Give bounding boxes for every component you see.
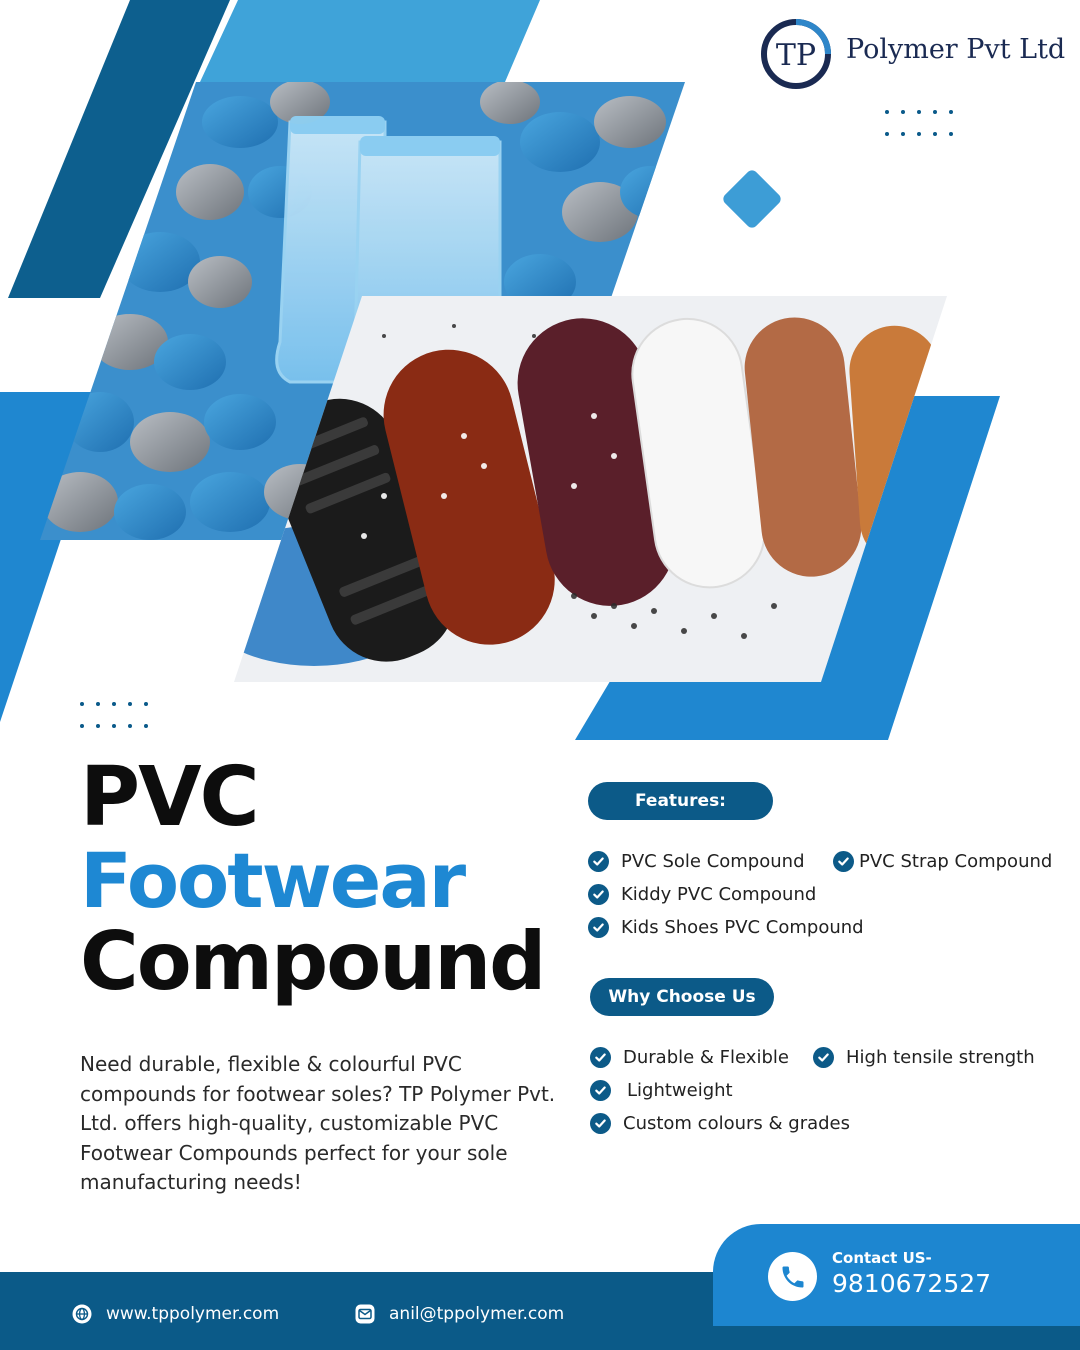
check-circle-icon: [588, 851, 609, 872]
email-link[interactable]: [355, 1304, 564, 1324]
dot-grid-top-right: [885, 110, 953, 136]
benefit-label: Durable & Flexible: [623, 1047, 789, 1068]
feature-label: PVC Strap Compound: [859, 851, 1053, 872]
why-choose-us-pill: Why Choose Us: [590, 978, 774, 1016]
description: Need durable, flexible & colourful PVC compounds for footwear soles? TP Polymer Pvt. Ltd. offers high-quality, customizable PVC Footwear Compounds perfect for your sole manufacturing needs!: [80, 1052, 556, 1194]
benefit-label: High tensile strength: [846, 1047, 1035, 1068]
feature-item: [588, 851, 805, 872]
light-blue-slant-top: [200, 0, 540, 82]
website-link[interactable]: [72, 1304, 279, 1324]
benefit-label: Custom colours & grades: [623, 1113, 851, 1134]
company-logo: [760, 18, 832, 90]
company-name: Polymer Pvt Ltd: [846, 34, 1066, 65]
feature-label: PVC Sole Compound: [621, 851, 805, 872]
mail-icon: [355, 1304, 375, 1324]
feature-item: [588, 884, 816, 905]
feature-item: [833, 851, 1052, 872]
headline-line-2: Footwear: [80, 836, 465, 926]
logo-initials: TP: [775, 38, 817, 73]
check-circle-icon: [833, 851, 854, 872]
globe-icon: [72, 1304, 92, 1324]
benefit-item: [590, 1113, 850, 1134]
dot-grid-left: [80, 702, 148, 728]
benefit-item: [813, 1047, 1035, 1068]
headline: [80, 750, 545, 1008]
check-circle-icon: [588, 917, 609, 938]
check-circle-icon: [590, 1047, 611, 1068]
contact-label: Contact US-: [832, 1249, 932, 1267]
diamond-shape: [721, 168, 783, 230]
features-pill: Features:: [588, 782, 773, 820]
phone-icon[interactable]: [768, 1252, 817, 1301]
email-text: anil@tppolymer.com: [389, 1304, 565, 1324]
contact-phone[interactable]: 9810672527: [832, 1269, 992, 1298]
headline-line-3: Compound: [80, 914, 545, 1008]
feature-label: Kiddy PVC Compound: [621, 884, 817, 905]
check-circle-icon: [590, 1080, 611, 1101]
benefit-item: [590, 1080, 733, 1101]
feature-label: Kids Shoes PVC Compound: [621, 917, 864, 938]
check-circle-icon: [813, 1047, 834, 1068]
tp-logo-icon: [760, 18, 832, 90]
benefit-item: [590, 1047, 789, 1068]
feature-item: [588, 917, 864, 938]
check-circle-icon: [590, 1113, 611, 1134]
check-circle-icon: [588, 884, 609, 905]
headline-line-1: PVC: [80, 750, 258, 845]
benefit-label: Lightweight: [627, 1080, 733, 1101]
website-text: www.tppolymer.com: [106, 1304, 280, 1324]
